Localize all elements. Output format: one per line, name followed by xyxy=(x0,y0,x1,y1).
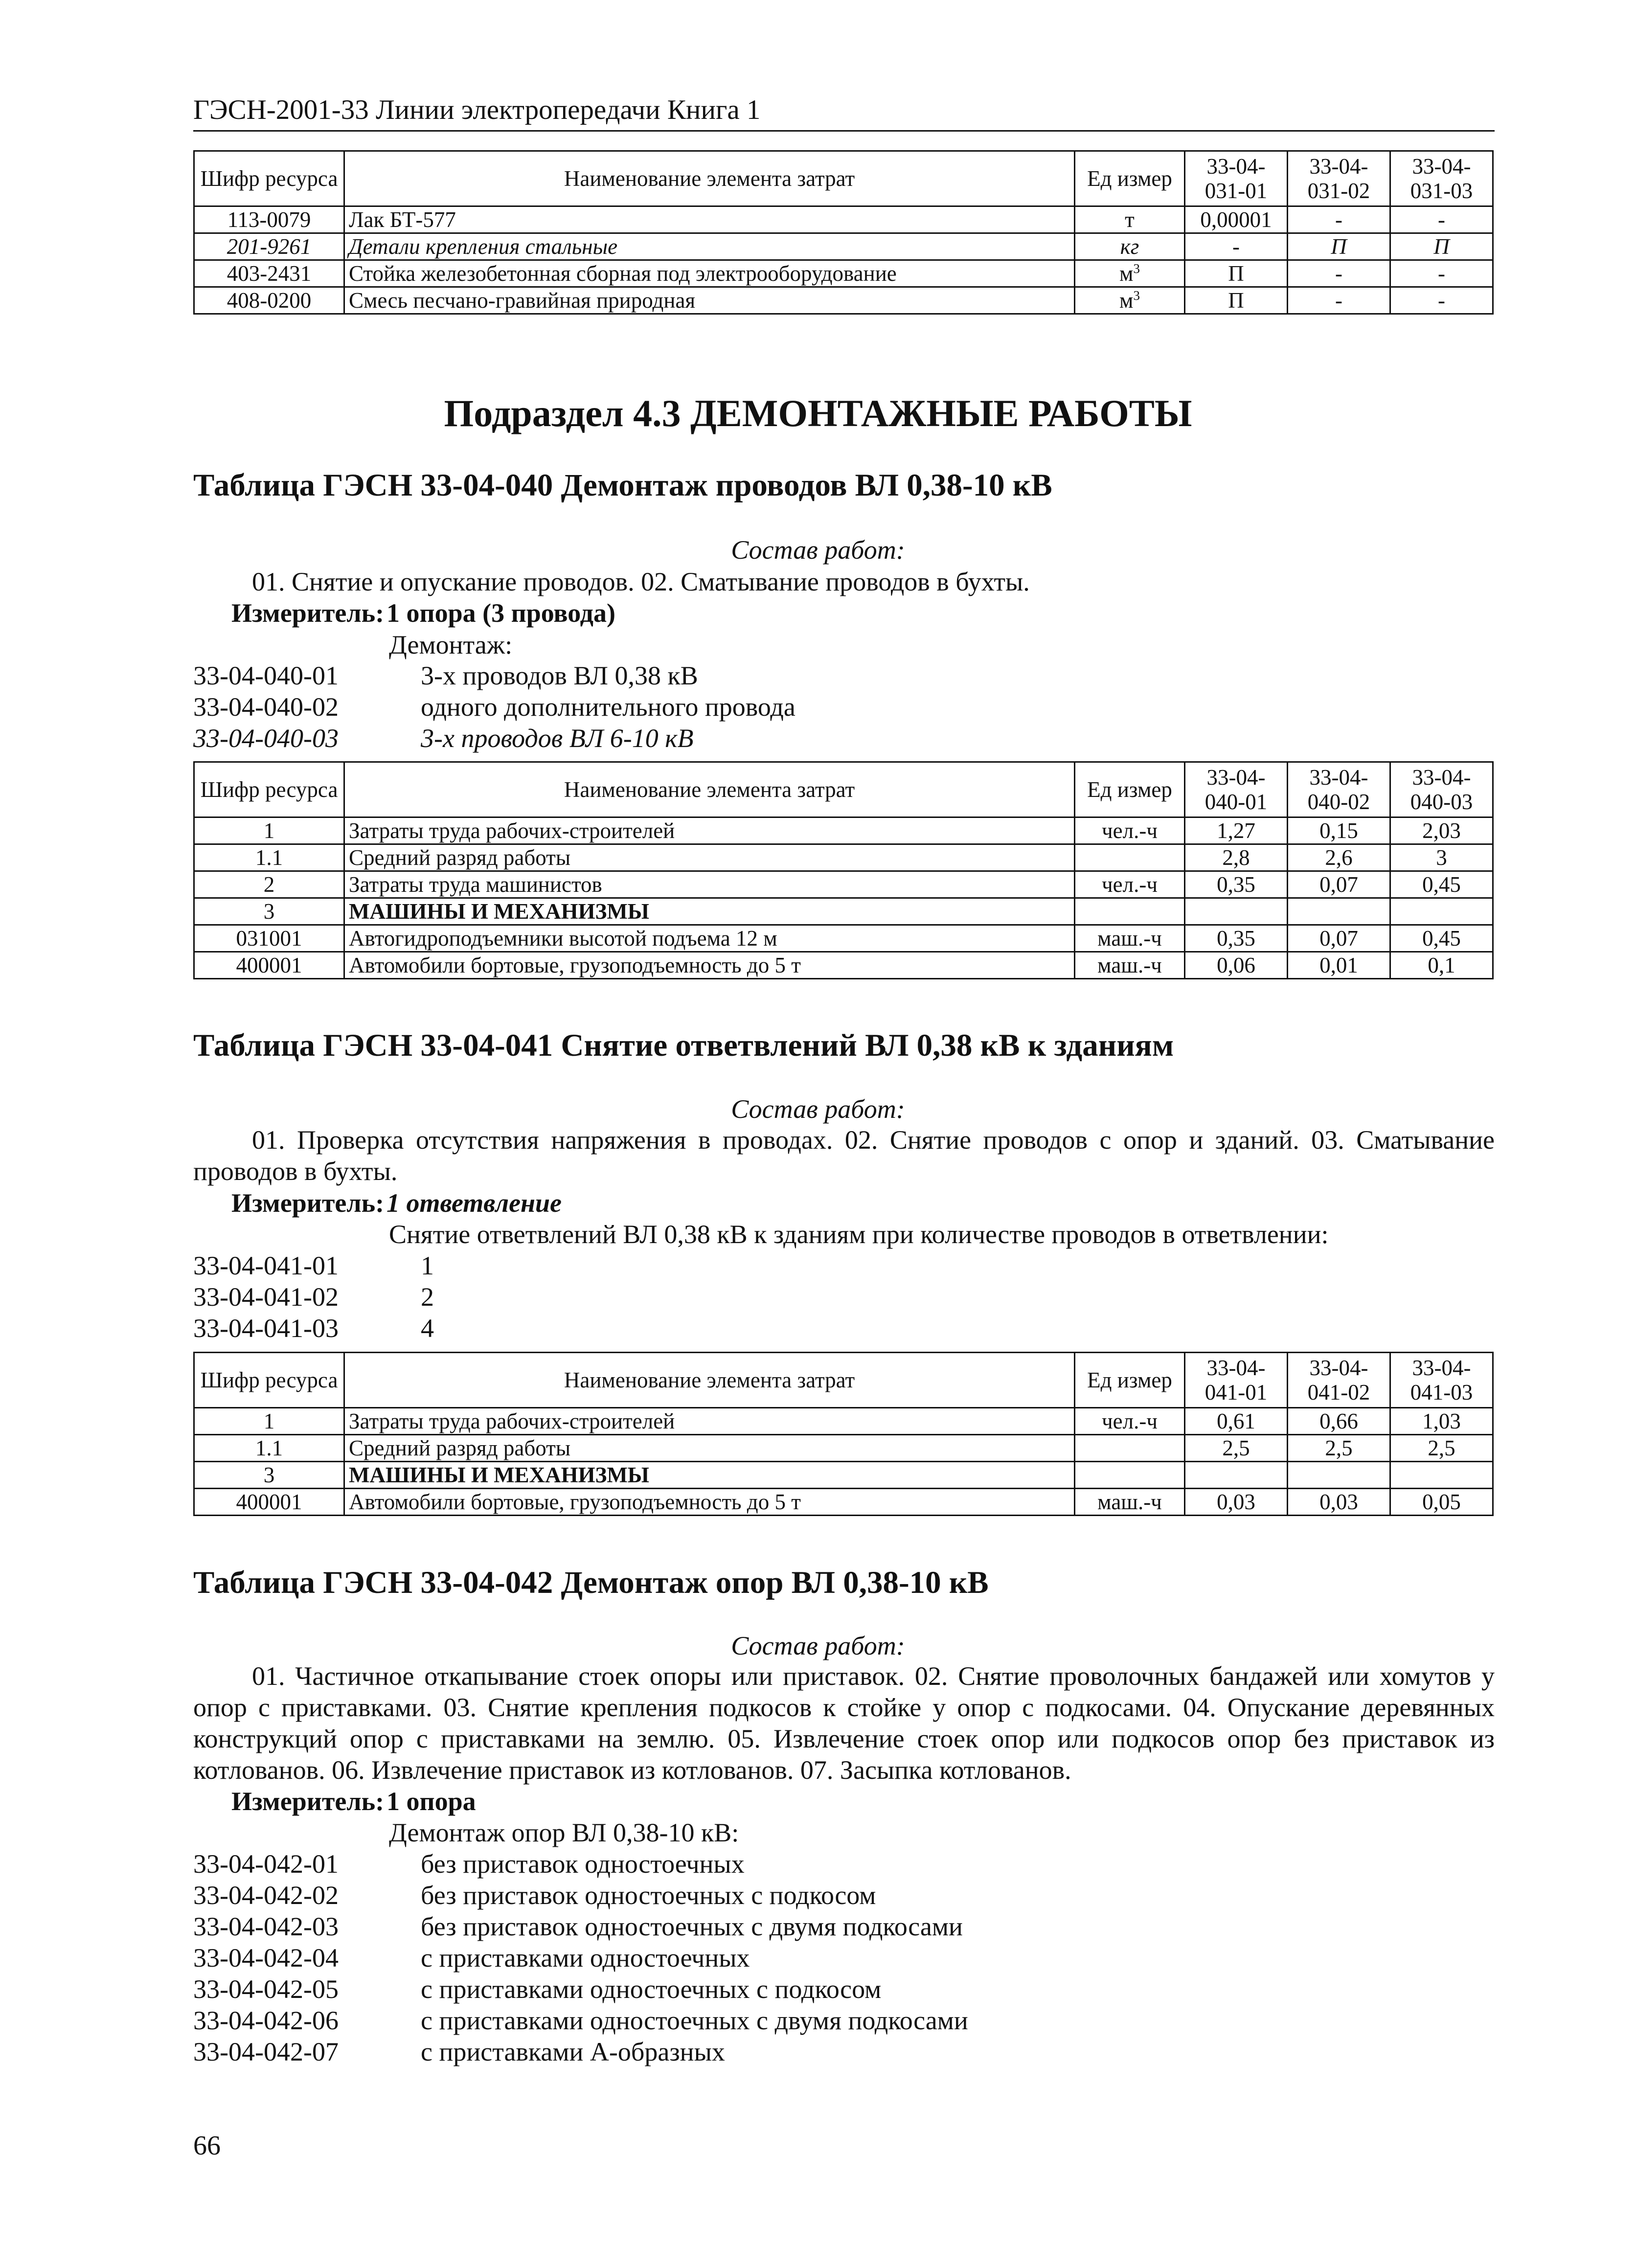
table-row xyxy=(194,1408,1493,1435)
row-value-a: П xyxy=(1185,260,1288,287)
item-text: без приставок одностоечных с двумя подкосами xyxy=(421,1912,963,1941)
row-value-b: 2,5 xyxy=(1288,1435,1390,1462)
work-composition-text-042: 01. Частичное откапывание стоек опоры или приставок. 02. Снятие проволочных бандажей или хомутов у опор с приставками. 03. Снятие крепления подкосов к стойке у опор с подкосами. 04. Опускание деревянных конструкций опор с приставками на землю. 05. Извлечение стоек опор или подкосов опор без приставок из котлованов. 06. Извлечение приставок из котлованов. 07. Засыпка котлованов. xyxy=(193,1661,1495,1785)
page-number: 66 xyxy=(193,2131,221,2161)
row-value-c xyxy=(1390,1462,1493,1489)
row-code: 113-0079 xyxy=(194,206,344,233)
table-row xyxy=(194,1435,1493,1462)
row-value-a: 0,06 xyxy=(1185,952,1288,979)
running-header: ГЭСН-2001-33 Линии электропередачи Книга 1 xyxy=(193,94,761,125)
row-name: Автомобили бортовые, грузоподъемность до 5 т xyxy=(344,952,1075,979)
item-code: 33-04-040-01 xyxy=(193,661,339,690)
table-header-row xyxy=(194,762,1493,817)
row-value-a: 1,27 xyxy=(1185,817,1288,844)
table-row xyxy=(194,1462,1493,1489)
row-value-c: 1,03 xyxy=(1390,1408,1493,1435)
resource-table-040 xyxy=(193,761,1494,979)
table-row xyxy=(194,233,1493,260)
table-row xyxy=(194,844,1493,871)
item-text: 4 xyxy=(421,1314,434,1343)
row-value-c: 0,45 xyxy=(1390,925,1493,952)
work-composition-label-042: Состав работ: xyxy=(731,1631,905,1660)
col-header-code: Шифр ресурса xyxy=(194,762,344,817)
meter-value-040: 1 опора (3 провода) xyxy=(386,598,615,628)
table-row xyxy=(194,925,1493,952)
row-name: Автогидроподъемники высотой подъема 12 м xyxy=(344,925,1075,952)
item-text: 1 xyxy=(421,1251,434,1280)
subsection-heading: Подраздел 4.3 ДЕМОНТАЖНЫЕ РАБОТЫ xyxy=(444,392,1192,434)
resource-table-041 xyxy=(193,1352,1494,1516)
item-text: 2 xyxy=(421,1282,434,1312)
row-code: 1.1 xyxy=(194,844,344,871)
row-value-c xyxy=(1390,898,1493,925)
items-intro-042: Демонтаж опор ВЛ 0,38-10 кВ: xyxy=(389,1818,739,1847)
table-title-040: Таблица ГЭСН 33-04-040 Демонтаж проводов ВЛ 0,38-10 кВ xyxy=(193,468,1052,503)
item-text: 3-х проводов ВЛ 0,38 кВ xyxy=(421,661,698,690)
row-value-b: 0,07 xyxy=(1288,871,1390,898)
row-value-a: 2,5 xyxy=(1185,1435,1288,1462)
row-value-b: - xyxy=(1288,287,1390,314)
col-header-unit: Ед измер xyxy=(1075,151,1185,206)
row-unit xyxy=(1075,898,1185,925)
item-code: 33-04-042-03 xyxy=(193,1912,339,1941)
row-value-b: 0,66 xyxy=(1288,1408,1390,1435)
row-unit: чел.-ч xyxy=(1075,817,1185,844)
row-value-a: 0,00001 xyxy=(1185,206,1288,233)
row-code: 031001 xyxy=(194,925,344,952)
table-row xyxy=(194,1489,1493,1516)
col-header-a: 33-04- 031-01 xyxy=(1185,151,1288,206)
row-unit: чел.-ч xyxy=(1075,1408,1185,1435)
item-text: с приставками одностоечных xyxy=(421,1943,750,1973)
row-name: Детали крепления стальные xyxy=(344,233,1075,260)
row-code: 1 xyxy=(194,1408,344,1435)
row-value-c: 2,5 xyxy=(1390,1435,1493,1462)
item-code: 33-04-041-03 xyxy=(193,1314,339,1343)
row-value-a: 0,61 xyxy=(1185,1408,1288,1435)
row-unit xyxy=(1075,1462,1185,1489)
item-code: 33-04-042-02 xyxy=(193,1881,339,1910)
resource-table-031 xyxy=(193,150,1494,315)
row-code: 1.1 xyxy=(194,1435,344,1462)
row-unit xyxy=(1075,1435,1185,1462)
item-text: без приставок одностоечных с подкосом xyxy=(421,1881,876,1910)
row-value-a: 0,03 xyxy=(1185,1489,1288,1516)
row-code: 1 xyxy=(194,817,344,844)
row-value-b: П xyxy=(1288,233,1390,260)
row-value-b: 0,07 xyxy=(1288,925,1390,952)
row-value-a: 0,35 xyxy=(1185,925,1288,952)
row-name: Затраты труда машинистов xyxy=(344,871,1075,898)
row-value-b: - xyxy=(1288,260,1390,287)
item-text: 3-х проводов ВЛ 6-10 кВ xyxy=(421,724,694,753)
row-unit: маш.-ч xyxy=(1075,1489,1185,1516)
row-name: Затраты труда рабочих-строителей xyxy=(344,817,1075,844)
row-unit: $м^3$ xyxy=(1075,260,1185,287)
row-value-a xyxy=(1185,1462,1288,1489)
row-value-b xyxy=(1288,1462,1390,1489)
row-value-a: 2,8 xyxy=(1185,844,1288,871)
col-header-a: 33-04- 041-01 xyxy=(1185,1353,1288,1408)
table-row xyxy=(194,206,1493,233)
items-intro-040: Демонтаж: xyxy=(389,630,513,659)
work-composition-label-041: Состав работ: xyxy=(731,1094,905,1124)
row-unit: $м^3$ xyxy=(1075,287,1185,314)
row-value-a: - xyxy=(1185,233,1288,260)
row-value-b: 0,01 xyxy=(1288,952,1390,979)
work-composition-label-040: Состав работ: xyxy=(731,535,905,565)
table-title-042: Таблица ГЭСН 33-04-042 Демонтаж опор ВЛ 0,38-10 кВ xyxy=(193,1565,989,1600)
row-name: Смесь песчано-гравийная природная xyxy=(344,287,1075,314)
row-code: 201-9261 xyxy=(194,233,344,260)
row-value-c: - xyxy=(1390,287,1493,314)
col-header-c: 33-04- 041-03 xyxy=(1390,1353,1493,1408)
row-code: 403-2431 xyxy=(194,260,344,287)
item-text: с приставками А-образных xyxy=(421,2037,725,2066)
row-value-b: 0,15 xyxy=(1288,817,1390,844)
row-value-c: 2,03 xyxy=(1390,817,1493,844)
col-header-name: Наименование элемента затрат xyxy=(344,151,1075,206)
items-intro-041: Снятие ответвлений ВЛ 0,38 кВ к зданиям при количестве проводов в ответвлении: xyxy=(389,1220,1329,1249)
header-rule xyxy=(193,130,1495,132)
table-row xyxy=(194,871,1493,898)
row-value-c: 0,1 xyxy=(1390,952,1493,979)
row-unit: кг xyxy=(1075,233,1185,260)
row-code: 3 xyxy=(194,898,344,925)
item-code: 33-04-042-04 xyxy=(193,1943,339,1973)
item-code: 33-04-042-06 xyxy=(193,2006,339,2035)
row-name: МАШИНЫ И МЕХАНИЗМЫ xyxy=(344,898,1075,925)
row-unit: маш.-ч xyxy=(1075,952,1185,979)
row-value-c: - xyxy=(1390,260,1493,287)
row-unit: т xyxy=(1075,206,1185,233)
row-value-b: 0,03 xyxy=(1288,1489,1390,1516)
item-text: без приставок одностоечных xyxy=(421,1849,745,1879)
row-name: Стойка железобетонная сборная под электрооборудование xyxy=(344,260,1075,287)
row-name: Средний разряд работы xyxy=(344,1435,1075,1462)
table-row xyxy=(194,898,1493,925)
row-value-b: - xyxy=(1288,206,1390,233)
row-code: 408-0200 xyxy=(194,287,344,314)
item-code: 33-04-040-02 xyxy=(193,692,339,722)
row-value-a xyxy=(1185,898,1288,925)
meter-label-041: Измеритель: xyxy=(231,1188,385,1218)
row-value-b xyxy=(1288,898,1390,925)
col-header-unit: Ед измер xyxy=(1075,1353,1185,1408)
col-header-b: 33-04- 031-02 xyxy=(1288,151,1390,206)
col-header-unit: Ед измер xyxy=(1075,762,1185,817)
table-header-row xyxy=(194,1353,1493,1408)
work-composition-text-041: 01. Проверка отсутствия напряжения в проводах. 02. Снятие проводов с опор и зданий. 03. Сматывание проводов в бухты. xyxy=(193,1125,1495,1186)
row-value-c: - xyxy=(1390,206,1493,233)
row-name: Лак БТ-577 xyxy=(344,206,1075,233)
col-header-c: 33-04- 040-03 xyxy=(1390,762,1493,817)
item-text: одного дополнительного провода xyxy=(421,692,795,722)
meter-value-041: 1 ответвление xyxy=(386,1188,562,1218)
row-value-b: 2,6 xyxy=(1288,844,1390,871)
col-header-b: 33-04- 041-02 xyxy=(1288,1353,1390,1408)
row-code: 3 xyxy=(194,1462,344,1489)
row-name: Средний разряд работы xyxy=(344,844,1075,871)
item-code: 33-04-041-02 xyxy=(193,1282,339,1312)
item-code: 33-04-042-05 xyxy=(193,1974,339,2004)
meter-label-042: Измеритель: xyxy=(231,1787,385,1816)
work-composition-text-040: 01. Снятие и опускание проводов. 02. Сматывание проводов в бухты. xyxy=(252,567,1030,596)
col-header-code: Шифр ресурса xyxy=(194,151,344,206)
item-code: 33-04-040-03 xyxy=(193,724,339,753)
table-row xyxy=(194,260,1493,287)
meter-value-042: 1 опора xyxy=(386,1787,476,1816)
table-row xyxy=(194,952,1493,979)
row-value-a: 0,35 xyxy=(1185,871,1288,898)
table-title-041: Таблица ГЭСН 33-04-041 Снятие ответвлений ВЛ 0,38 кВ к зданиям xyxy=(193,1028,1174,1063)
row-code: 2 xyxy=(194,871,344,898)
row-value-c: 0,45 xyxy=(1390,871,1493,898)
col-header-b: 33-04- 040-02 xyxy=(1288,762,1390,817)
row-name: Автомобили бортовые, грузоподъемность до 5 т xyxy=(344,1489,1075,1516)
table-row xyxy=(194,287,1493,314)
table-row xyxy=(194,817,1493,844)
row-name: МАШИНЫ И МЕХАНИЗМЫ xyxy=(344,1462,1075,1489)
col-header-code: Шифр ресурса xyxy=(194,1353,344,1408)
row-value-a: П xyxy=(1185,287,1288,314)
row-value-c: 0,05 xyxy=(1390,1489,1493,1516)
row-value-c: 3 xyxy=(1390,844,1493,871)
col-header-c: 33-04- 031-03 xyxy=(1390,151,1493,206)
table-header-row xyxy=(194,151,1493,206)
col-header-a: 33-04- 040-01 xyxy=(1185,762,1288,817)
row-code: 400001 xyxy=(194,952,344,979)
item-code: 33-04-042-01 xyxy=(193,1849,339,1879)
item-text: с приставками одностоечных с подкосом xyxy=(421,1974,882,2004)
meter-label-040: Измеритель: xyxy=(231,598,385,628)
row-code: 400001 xyxy=(194,1489,344,1516)
row-unit: маш.-ч xyxy=(1075,925,1185,952)
item-code: 33-04-041-01 xyxy=(193,1251,339,1280)
item-code: 33-04-042-07 xyxy=(193,2037,339,2066)
item-text: с приставками одностоечных с двумя подкосами xyxy=(421,2006,968,2035)
row-name: Затраты труда рабочих-строителей xyxy=(344,1408,1075,1435)
col-header-name: Наименование элемента затрат xyxy=(344,762,1075,817)
col-header-name: Наименование элемента затрат xyxy=(344,1353,1075,1408)
row-unit xyxy=(1075,844,1185,871)
row-value-c: П xyxy=(1390,233,1493,260)
row-unit: чел.-ч xyxy=(1075,871,1185,898)
